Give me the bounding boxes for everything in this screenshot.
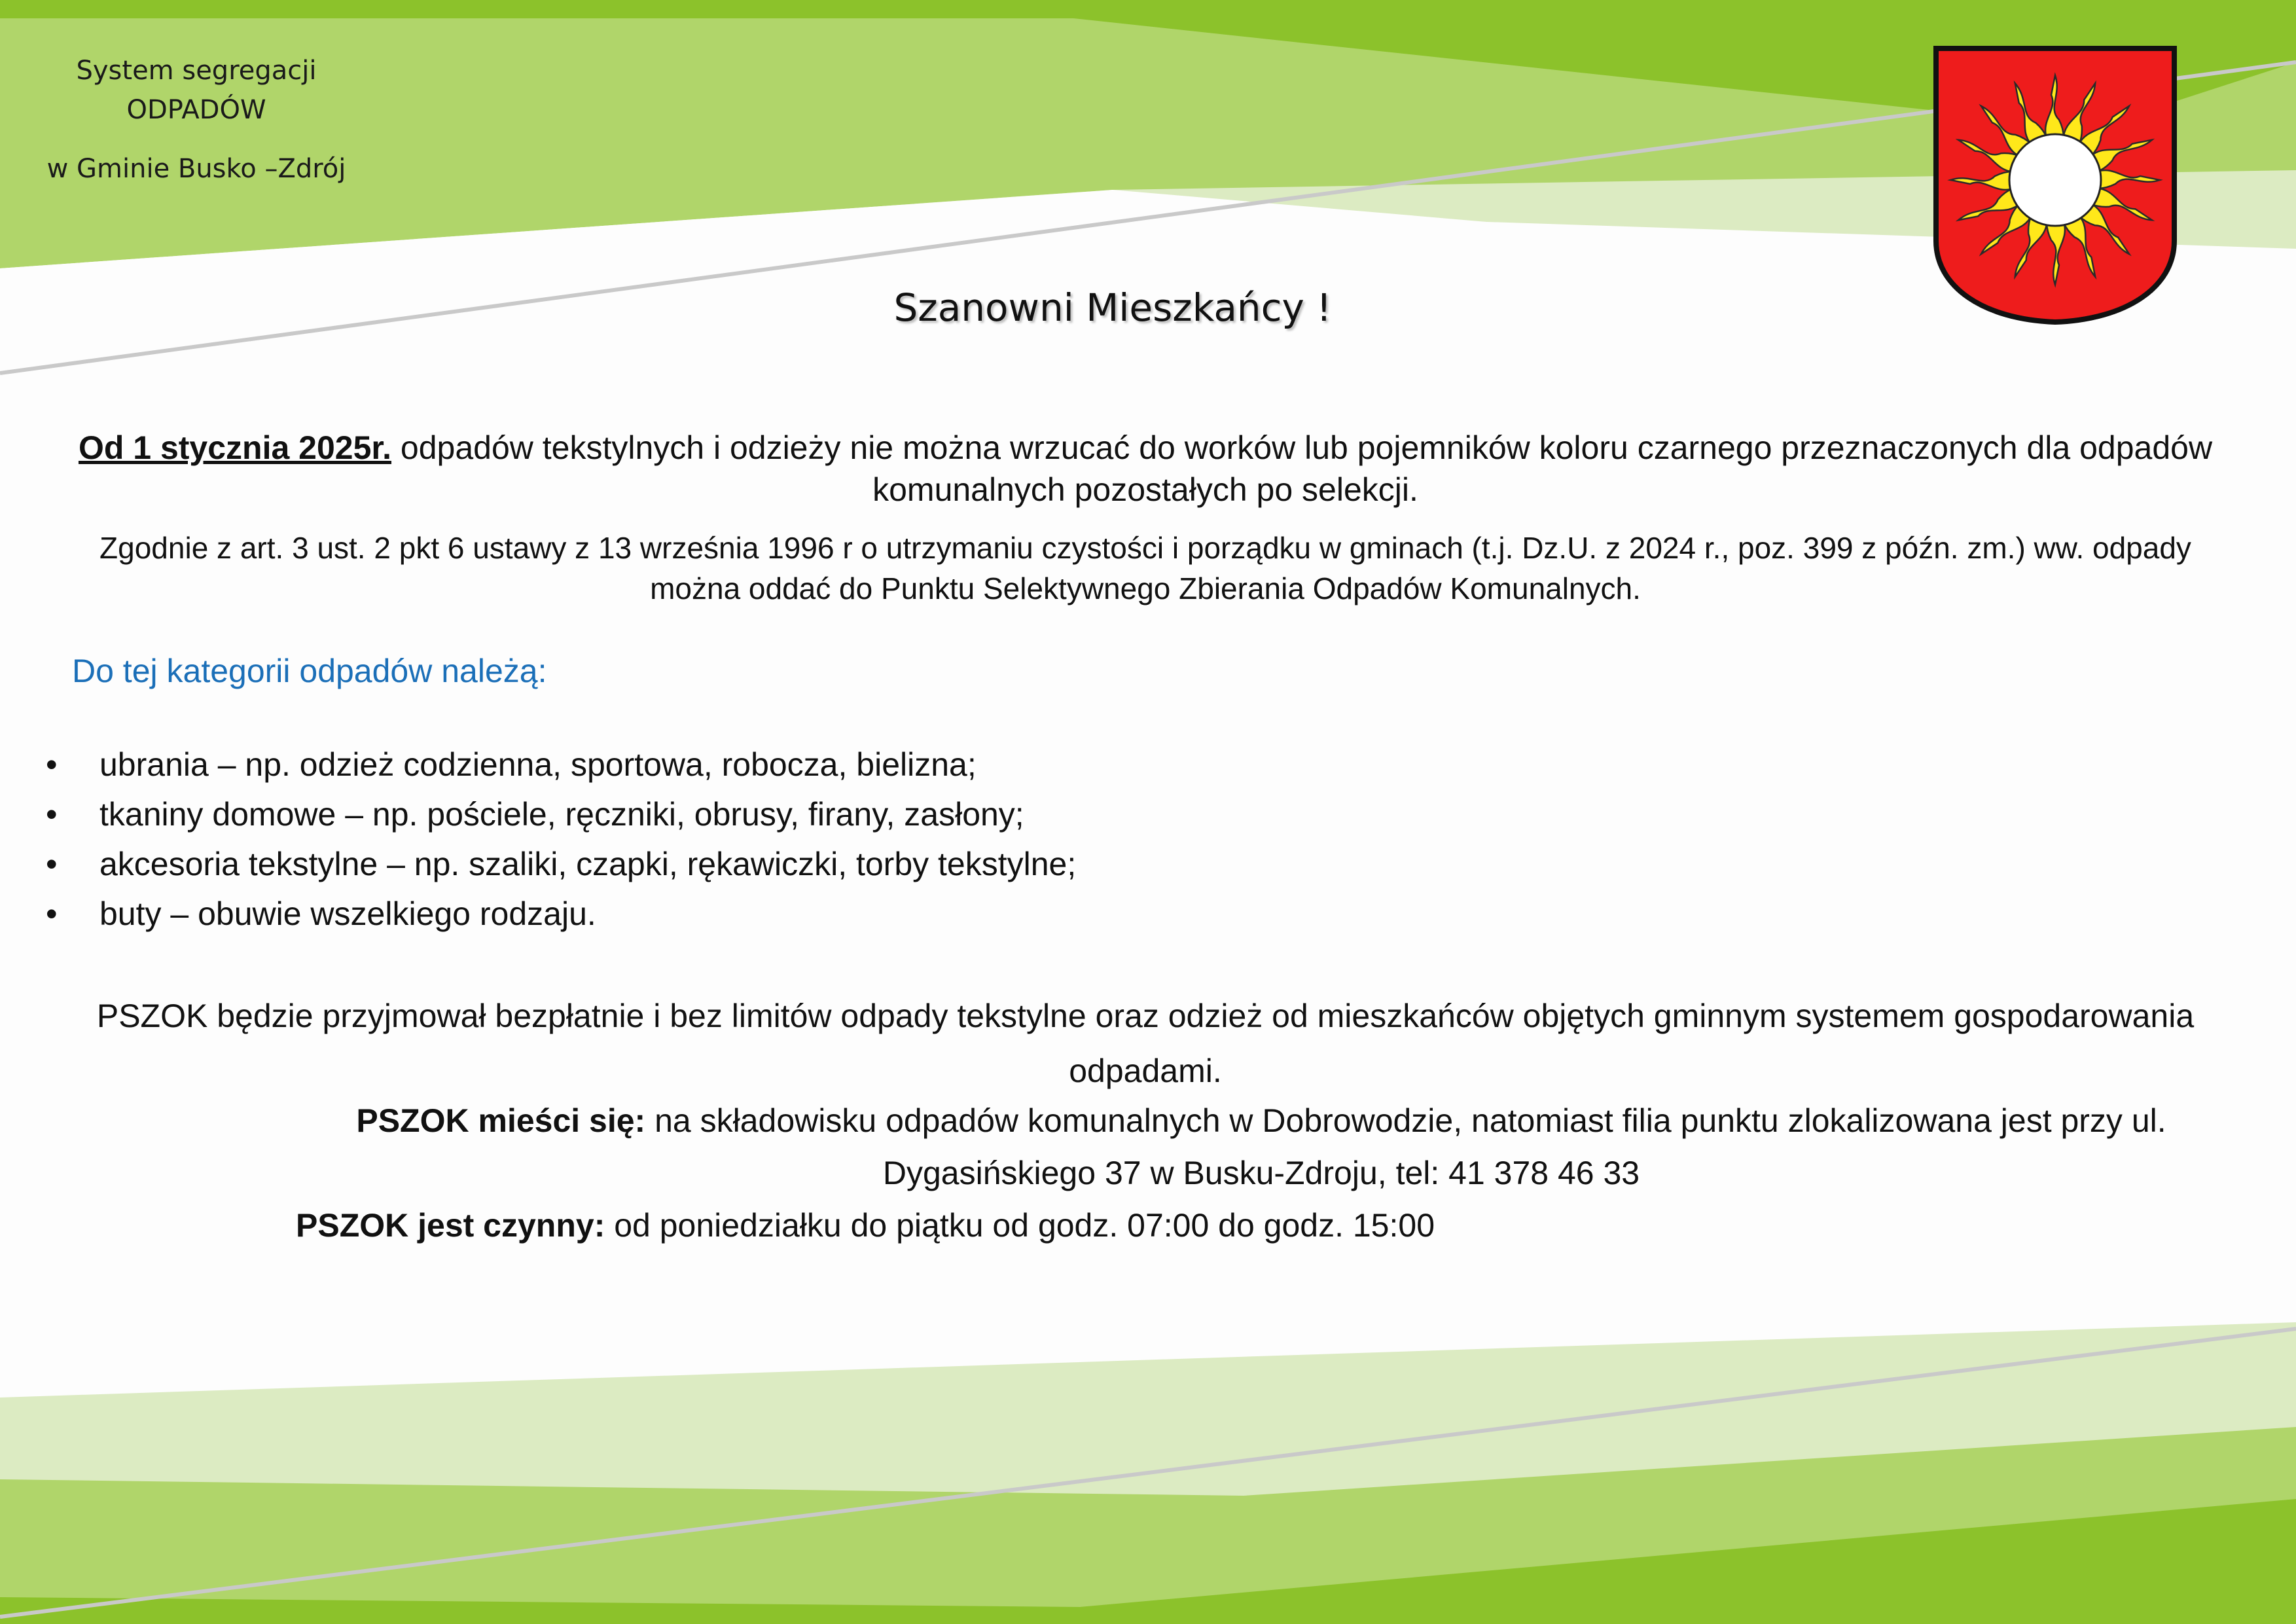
pszok-location [296,1094,2227,1199]
list-item: • akcesoria tekstylne – np. szaliki, czapki, rękawiczki, torby tekstylne; [46,839,1076,889]
legal-paragraph: Zgodnie z art. 3 ust. 2 pkt 6 ustawy z 13 września 1996 r o utrzymaniu czystości i porządku w gminach (t.j. Dz.U. z 2024 r., poz. 399 z późn. zm.) ww. odpady można oddać do Punktu Selektywnego Zbierania Odpadów Komunalnych. [99,531,2191,605]
sun-disc [2009,134,2101,226]
category-list [46,740,1076,939]
hours-text: od poniedziałku do piątku od godz. 07:00 do godz. 15:00 [605,1207,1435,1244]
coat-of-arms-sun-icon [1931,45,2179,326]
brand-line-2: ODPADÓW [126,95,266,125]
intro-text: odpadów tekstylnych i odzieży nie można wrzucać do worków lub pojemników koloru czarnego przeznaczonych dla odpadów komunalnych pozostałych po selekcji. [391,429,2213,508]
intro-date: Od 1 stycznia 2025r. [78,429,392,466]
pszok-hours [296,1199,1435,1252]
list-item: • buty – obuwie wszelkiego rodzaju. [46,889,1076,939]
category-heading: Do tej kategorii odpadów należą: [72,653,547,689]
brand-block [26,51,367,189]
location-label: PSZOK mieści się: [356,1102,646,1139]
hours-label: PSZOK jest czynny: [296,1207,605,1244]
list-item: • tkaniny domowe – np. pościele, ręczniki, obrusy, firany, zasłony; [46,789,1076,839]
list-item: • ubrania – np. odzież codzienna, sportowa, robocza, bielizna; [46,740,1076,789]
brand-line-1: System segregacji [76,56,317,86]
brand-line-3: w Gminie Busko –Zdrój [46,154,346,184]
page-title: Szanowni Mieszkańcy ! [893,285,1332,330]
location-text: na składowisku odpadów komunalnych w Dobrowodzie, natomiast filia punktu zlokalizowana jest przy ul. Dygasińskiego 37 w Busku-Zdroju, tel: 41 378 46 33 [645,1102,2166,1191]
intro-paragraph [65,427,2225,511]
pszok-free-paragraph: PSZOK będzie przyjmował bezpłatnie i bez limitów odpady tekstylne oraz odzież od mieszkańców objętych gminnym systemem gospodarowania odpadami. [96,998,2195,1089]
